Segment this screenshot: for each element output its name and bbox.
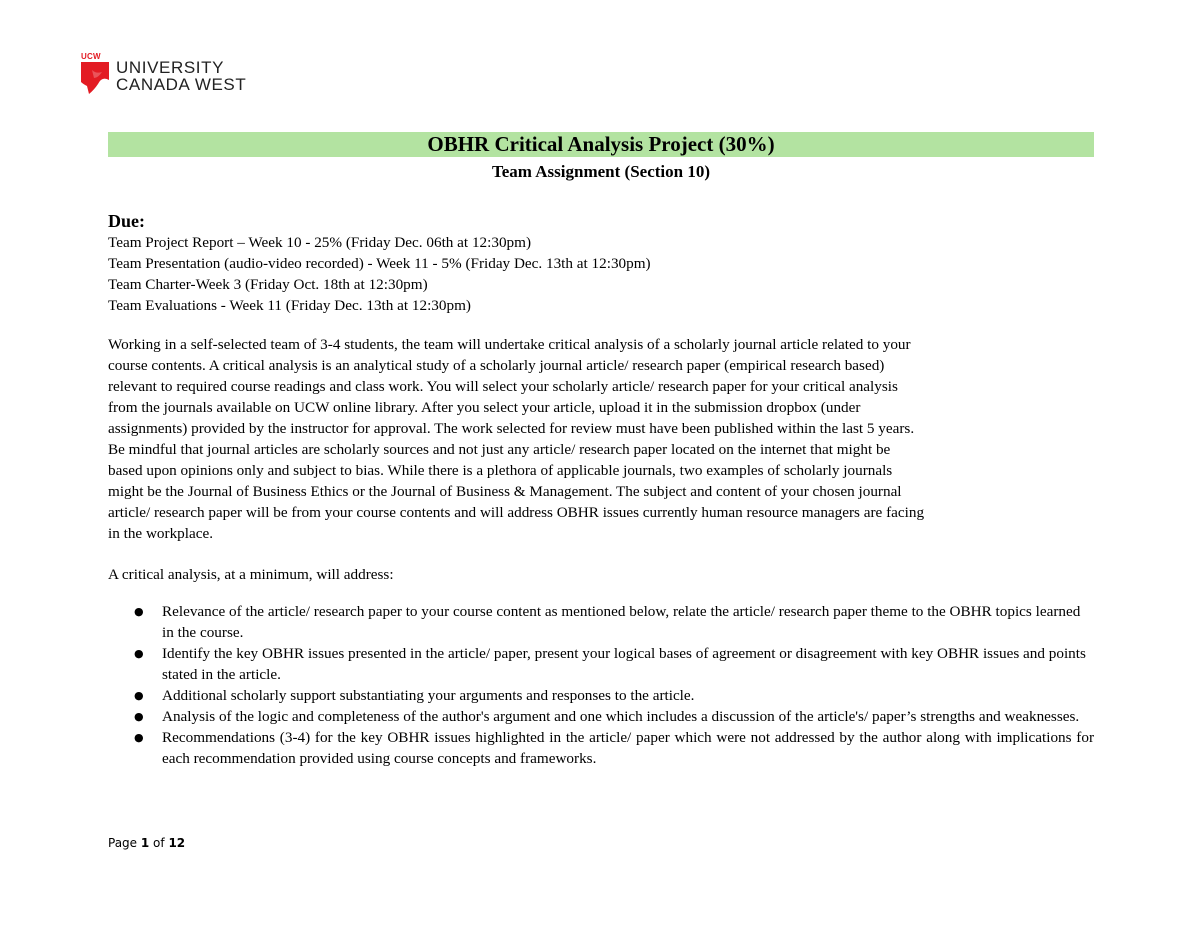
list-item xyxy=(134,685,1094,706)
list-item-text: Recommendations (3-4) for the key OBHR issues highlighted in the article/ paper which were not addressed by the author along with implications for each recommendation provided using course concepts and frameworks. xyxy=(162,729,1094,767)
logo-line-1: UNIVERSITY xyxy=(116,58,225,77)
maple-leaf-icon xyxy=(80,60,110,94)
analysis-intro: A critical analysis, at a minimum, will address: xyxy=(108,566,394,583)
intro-line: Working in a self-selected team of 3-4 students, the team will undertake critical analysis of a scholarly journal article related to your xyxy=(108,336,911,353)
intro-line: in the workplace. xyxy=(108,525,214,542)
intro-line: assignments) provided by the instructor for approval. The work selected for review must have been published within the last 5 years. xyxy=(108,420,915,437)
bullet-icon: ● xyxy=(134,710,144,723)
list-item-text: Relevance of the article/ research paper to your course content as mentioned below, relate the article/ research paper theme to the OBHR topics learned in the course. xyxy=(162,603,1081,641)
list-item xyxy=(134,601,1094,643)
intro-line: course contents. A critical analysis is an analytical study of a scholarly journal article/ research paper (empirical research based) xyxy=(108,357,885,374)
university-logo xyxy=(80,52,246,96)
document-subtitle: Team Assignment (Section 10) xyxy=(491,162,710,181)
due-heading: Due: xyxy=(108,211,145,231)
list-item-text: Additional scholarly support substantiating your arguments and responses to the article. xyxy=(162,687,695,704)
bullet-icon: ● xyxy=(134,689,144,702)
list-item xyxy=(134,727,1094,769)
current-page-number: 1 xyxy=(140,836,150,850)
list-item-text: Identify the key OBHR issues presented in the article/ paper, present your logical bases of agreement or disagreement with key OBHR issues and points stated in the article. xyxy=(162,645,1086,683)
logo-monogram: UCW xyxy=(81,52,101,61)
logo-line-2: CANADA WEST xyxy=(116,75,247,94)
requirements-list xyxy=(108,601,1094,769)
bullet-icon: ● xyxy=(134,731,144,744)
intro-line: Be mindful that journal articles are scholarly sources and not just any article/ research paper located on the internet that might be xyxy=(108,441,891,458)
intro-line: from the journals available on UCW online library. After you select your article, upload it in the submission dropbox (under xyxy=(108,399,861,416)
due-item: Team Charter-Week 3 (Friday Oct. 18th at 12:30pm) xyxy=(108,276,428,293)
due-item: Team Evaluations - Week 11 (Friday Dec. 13th at 12:30pm) xyxy=(108,297,471,314)
bullet-icon: ● xyxy=(134,647,144,660)
list-item xyxy=(134,706,1094,727)
intro-paragraph xyxy=(108,334,1094,544)
total-page-count: 12 xyxy=(168,836,186,850)
intro-line: based upon opinions only and subject to bias. While there is a plethora of applicable journals, two examples of scholarly journals xyxy=(108,462,893,479)
bullet-icon: ● xyxy=(134,605,144,618)
footer-middle: of xyxy=(149,836,169,850)
document-body xyxy=(108,210,1094,769)
document-title: OBHR Critical Analysis Project (30%) xyxy=(108,132,1094,157)
footer-prefix: Page xyxy=(108,836,141,850)
list-item-text: Analysis of the logic and completeness of the author's argument and one which includes a discussion of the article's/ paper’s strengths and weaknesses. xyxy=(162,708,1080,725)
page-footer xyxy=(108,836,185,850)
intro-line: relevant to required course readings and class work. You will select your scholarly article/ research paper for your critical analysis xyxy=(108,378,898,395)
logo-wordmark xyxy=(116,59,246,93)
intro-line: might be the Journal of Business Ethics or the Journal of Business & Management. The subject and content of your chosen journal xyxy=(108,483,902,500)
intro-line: article/ research paper will be from your course contents and will address OBHR issues currently human resource managers are facing xyxy=(108,504,925,521)
ucw-logo-mark xyxy=(80,52,110,94)
list-item xyxy=(134,643,1094,685)
due-item: Team Presentation (audio-video recorded) - Week 11 - 5% (Friday Dec. 13th at 12:30pm) xyxy=(108,255,651,272)
due-item: Team Project Report – Week 10 - 25% (Friday Dec. 06th at 12:30pm) xyxy=(108,234,532,251)
